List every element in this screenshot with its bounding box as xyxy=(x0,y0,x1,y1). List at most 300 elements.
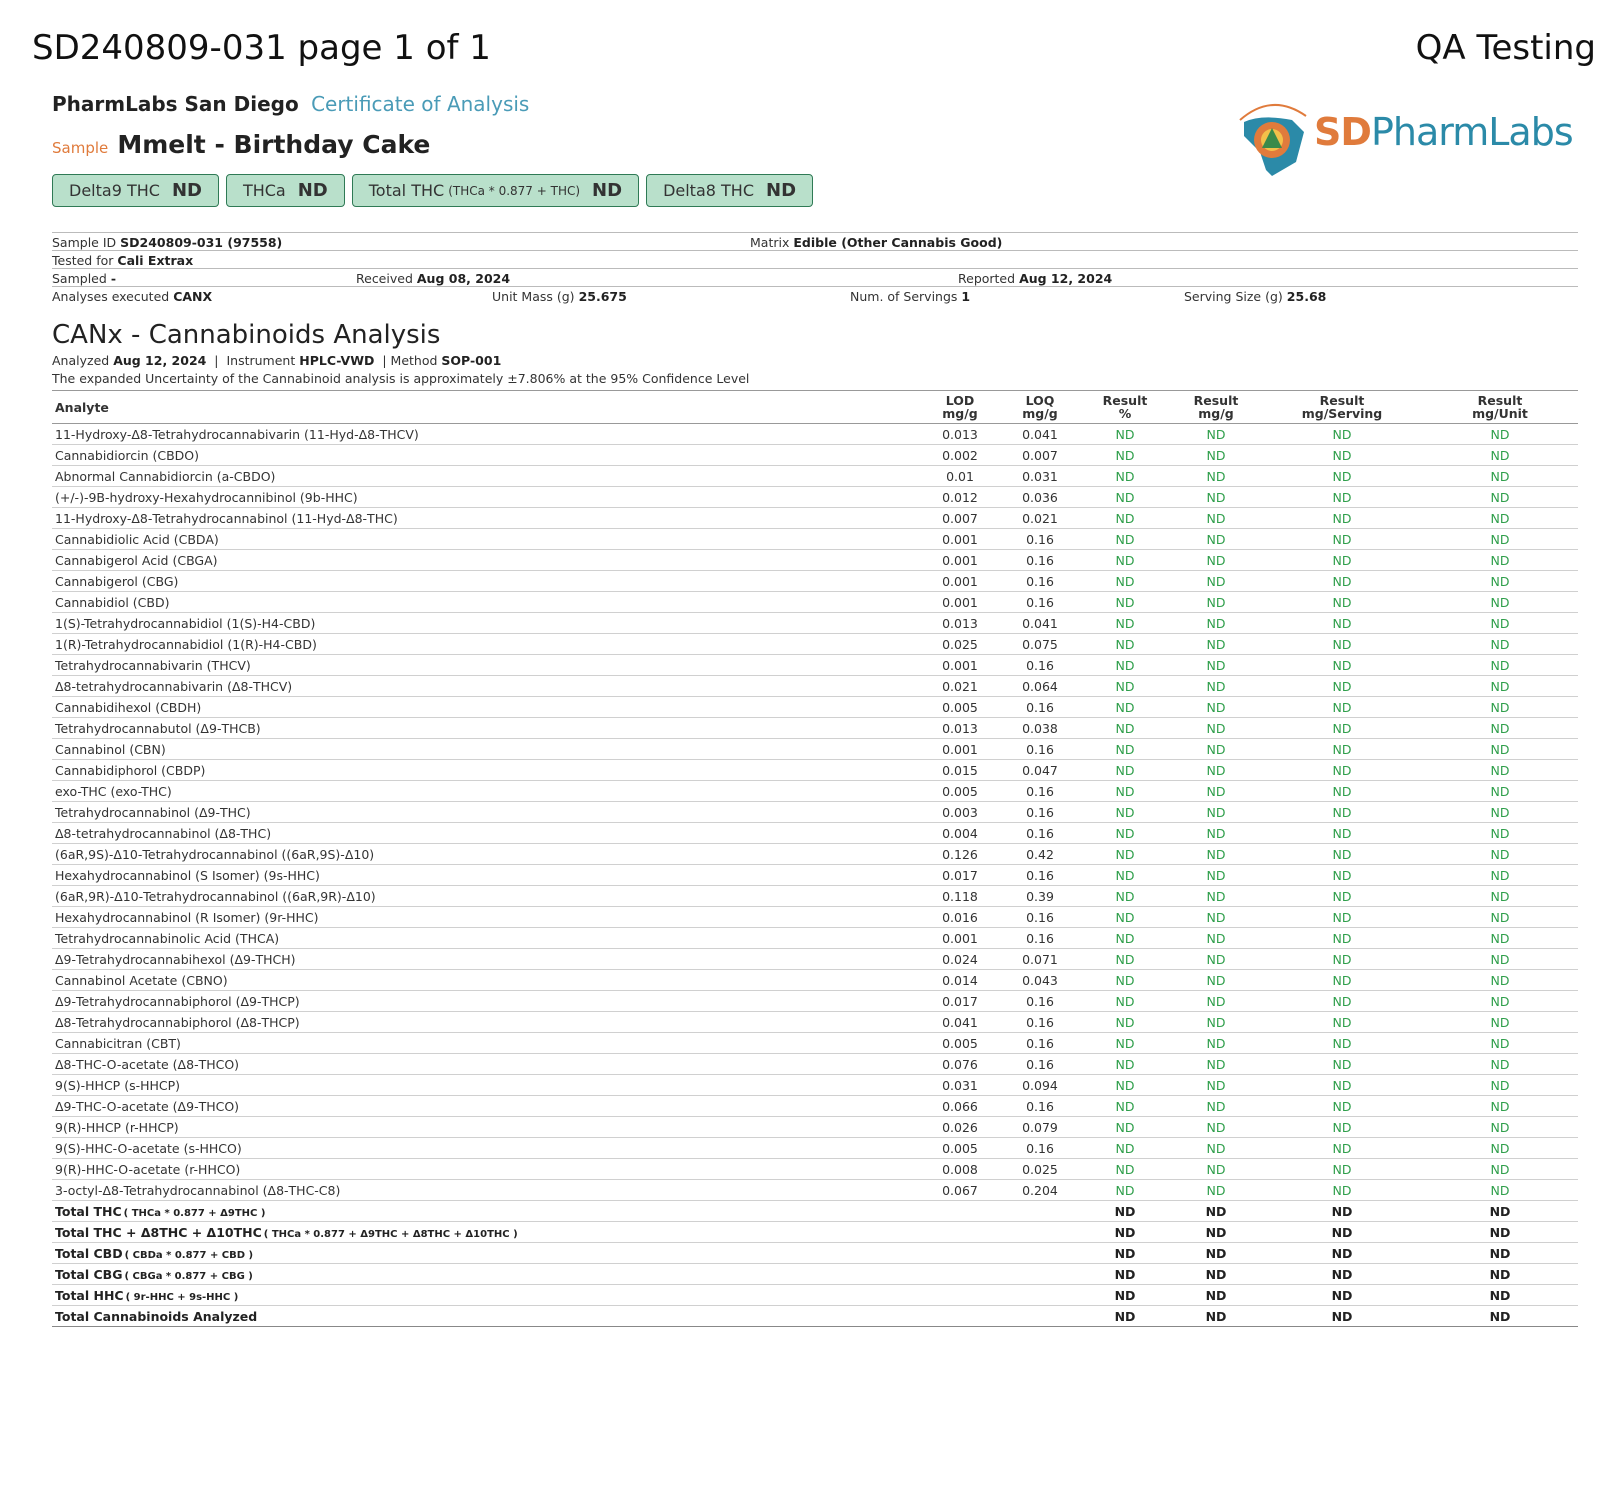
lod-value: 0.041 xyxy=(920,1012,1000,1033)
result-unit: ND xyxy=(1422,1201,1578,1222)
table-row xyxy=(52,1138,1578,1159)
analyte-name: Cannabigerol Acid (CBGA) xyxy=(52,550,920,571)
table-row xyxy=(52,802,1578,823)
total-formula: ( CBDa * 0.877 + CBD ) xyxy=(124,1249,254,1261)
loq-value: 0.16 xyxy=(1000,1096,1080,1117)
result-unit: ND xyxy=(1422,613,1578,634)
result-serving: ND xyxy=(1262,1138,1422,1159)
result-pct: ND xyxy=(1080,1306,1170,1327)
total-name xyxy=(52,1222,920,1243)
analyte-name: Tetrahydrocannabinolic Acid (THCA) xyxy=(52,928,920,949)
result-unit: ND xyxy=(1422,823,1578,844)
total-row xyxy=(52,1222,1578,1243)
loq-value: 0.041 xyxy=(1000,424,1080,445)
result-unit: ND xyxy=(1422,970,1578,991)
result-pct: ND xyxy=(1080,1264,1170,1285)
lod-value: 0.013 xyxy=(920,424,1000,445)
result-pct: ND xyxy=(1080,466,1170,487)
info-row xyxy=(52,268,1578,286)
result-unit: ND xyxy=(1422,1117,1578,1138)
loq-value: 0.16 xyxy=(1000,823,1080,844)
analyte-name: Cannabigerol (CBG) xyxy=(52,571,920,592)
lod-value: 0.004 xyxy=(920,823,1000,844)
lod-value: 0.026 xyxy=(920,1117,1000,1138)
result-mgg: ND xyxy=(1170,634,1262,655)
table-row xyxy=(52,1180,1578,1201)
analyte-name: Cannabidiorcin (CBDO) xyxy=(52,445,920,466)
lod-value: 0.067 xyxy=(920,1180,1000,1201)
analyte-name: 9(S)-HHC-O-acetate (s-HHCO) xyxy=(52,1138,920,1159)
table-row xyxy=(52,718,1578,739)
empty-cell xyxy=(1000,1222,1080,1243)
result-unit: ND xyxy=(1422,1054,1578,1075)
loq-value: 0.16 xyxy=(1000,802,1080,823)
table-row xyxy=(52,445,1578,466)
analyte-name: Δ9-THC-O-acetate (Δ9-THCO) xyxy=(52,1096,920,1117)
serving-size-field: Serving Size (g) 25.68 xyxy=(1184,289,1327,304)
uncertainty-note: The expanded Uncertainty of the Cannabinoid analysis is approximately ±7.806% at the 95% Confidence Level xyxy=(52,371,750,386)
result-unit: ND xyxy=(1422,907,1578,928)
result-serving: ND xyxy=(1262,634,1422,655)
result-serving: ND xyxy=(1262,991,1422,1012)
result-pct: ND xyxy=(1080,823,1170,844)
table-row xyxy=(52,466,1578,487)
qa-testing-title: QA Testing xyxy=(1415,28,1596,68)
result-mgg: ND xyxy=(1170,1285,1262,1306)
result-pct: ND xyxy=(1080,1180,1170,1201)
result-pct: ND xyxy=(1080,697,1170,718)
total-name xyxy=(52,1243,920,1264)
table-row xyxy=(52,1096,1578,1117)
result-unit: ND xyxy=(1422,529,1578,550)
result-serving: ND xyxy=(1262,655,1422,676)
total-row xyxy=(52,1306,1578,1327)
loq-value: 0.204 xyxy=(1000,1180,1080,1201)
analyte-name: (6aR,9S)-Δ10-Tetrahydrocannabinol ((6aR,9S)-Δ10) xyxy=(52,844,920,865)
analyte-name: (+/-)-9B-hydroxy-Hexahydrocannibinol (9b-HHC) xyxy=(52,487,920,508)
result-pct: ND xyxy=(1080,949,1170,970)
table-row xyxy=(52,697,1578,718)
result-unit: ND xyxy=(1422,1033,1578,1054)
sdpharmlabs-logo xyxy=(1232,92,1582,180)
result-mgg: ND xyxy=(1170,592,1262,613)
loq-value: 0.064 xyxy=(1000,676,1080,697)
col-result-unit: Result mg/Unit xyxy=(1422,391,1578,424)
total-label: Total HHC xyxy=(55,1287,124,1303)
loq-value: 0.079 xyxy=(1000,1117,1080,1138)
result-mgg: ND xyxy=(1170,676,1262,697)
badge-delta8-thc xyxy=(646,174,813,207)
analyte-name: Cannabidiolic Acid (CBDA) xyxy=(52,529,920,550)
logo-sd-text: SD xyxy=(1314,110,1371,154)
result-pct: ND xyxy=(1080,1159,1170,1180)
result-mgg: ND xyxy=(1170,1222,1262,1243)
loq-value: 0.16 xyxy=(1000,907,1080,928)
analyte-name: Δ9-Tetrahydrocannabihexol (Δ9-THCH) xyxy=(52,949,920,970)
result-unit: ND xyxy=(1422,424,1578,445)
total-formula: ( THCa * 0.877 + Δ9THC + Δ8THC + Δ10THC ) xyxy=(263,1228,518,1240)
analyte-name: Δ8-THC-O-acetate (Δ8-THCO) xyxy=(52,1054,920,1075)
loq-value: 0.16 xyxy=(1000,928,1080,949)
col-result-serving: Result mg/Serving xyxy=(1262,391,1422,424)
result-serving: ND xyxy=(1262,718,1422,739)
result-mgg: ND xyxy=(1170,802,1262,823)
result-mgg: ND xyxy=(1170,907,1262,928)
lod-value: 0.007 xyxy=(920,508,1000,529)
lod-value: 0.017 xyxy=(920,991,1000,1012)
total-label: Total Cannabinoids Analyzed xyxy=(55,1308,258,1324)
result-mgg: ND xyxy=(1170,1264,1262,1285)
result-serving: ND xyxy=(1262,550,1422,571)
result-pct: ND xyxy=(1080,1285,1170,1306)
analyses-field: Analyses executed CANX xyxy=(52,289,213,304)
result-pct: ND xyxy=(1080,592,1170,613)
result-pct: ND xyxy=(1080,760,1170,781)
table-row xyxy=(52,1075,1578,1096)
lod-value: 0.001 xyxy=(920,928,1000,949)
california-emblem-icon xyxy=(1232,92,1322,180)
analyte-name: 9(R)-HHC-O-acetate (r-HHCO) xyxy=(52,1159,920,1180)
result-mgg: ND xyxy=(1170,718,1262,739)
received-field: Received Aug 08, 2024 xyxy=(356,271,511,286)
result-serving: ND xyxy=(1262,1096,1422,1117)
result-mgg: ND xyxy=(1170,1096,1262,1117)
result-mgg: ND xyxy=(1170,928,1262,949)
result-serving: ND xyxy=(1262,739,1422,760)
result-serving: ND xyxy=(1262,970,1422,991)
result-serving: ND xyxy=(1262,1285,1422,1306)
total-row xyxy=(52,1264,1578,1285)
empty-cell xyxy=(920,1243,1000,1264)
lod-value: 0.024 xyxy=(920,949,1000,970)
result-pct: ND xyxy=(1080,865,1170,886)
result-mgg: ND xyxy=(1170,697,1262,718)
loq-value: 0.16 xyxy=(1000,655,1080,676)
analyte-name: 1(R)-Tetrahydrocannabidiol (1(R)-H4-CBD) xyxy=(52,634,920,655)
lod-value: 0.025 xyxy=(920,634,1000,655)
lod-value: 0.005 xyxy=(920,1033,1000,1054)
total-row xyxy=(52,1243,1578,1264)
result-unit: ND xyxy=(1422,1096,1578,1117)
lod-value: 0.014 xyxy=(920,970,1000,991)
badge-formula: (THCa * 0.877 + THC) xyxy=(448,183,581,198)
analyte-name: Hexahydrocannabinol (S Isomer) (9s-HHC) xyxy=(52,865,920,886)
lod-value: 0.005 xyxy=(920,697,1000,718)
result-unit: ND xyxy=(1422,760,1578,781)
analyte-name: Δ9-Tetrahydrocannabiphorol (Δ9-THCP) xyxy=(52,991,920,1012)
result-serving: ND xyxy=(1262,865,1422,886)
result-serving: ND xyxy=(1262,676,1422,697)
table-row xyxy=(52,739,1578,760)
result-pct: ND xyxy=(1080,970,1170,991)
result-unit: ND xyxy=(1422,844,1578,865)
result-unit: ND xyxy=(1422,634,1578,655)
result-mgg: ND xyxy=(1170,1075,1262,1096)
result-serving: ND xyxy=(1262,487,1422,508)
sample-tag: Sample xyxy=(52,139,109,157)
analyte-name: Abnormal Cannabidiorcin (a-CBDO) xyxy=(52,466,920,487)
lod-value: 0.005 xyxy=(920,1138,1000,1159)
result-pct: ND xyxy=(1080,739,1170,760)
lod-value: 0.003 xyxy=(920,802,1000,823)
badge-value: ND xyxy=(171,180,202,201)
result-pct: ND xyxy=(1080,991,1170,1012)
total-row xyxy=(52,1285,1578,1306)
result-mgg: ND xyxy=(1170,1138,1262,1159)
loq-value: 0.39 xyxy=(1000,886,1080,907)
result-mgg: ND xyxy=(1170,760,1262,781)
empty-cell xyxy=(1000,1264,1080,1285)
analyte-name: Δ8-tetrahydrocannabivarin (Δ8-THCV) xyxy=(52,676,920,697)
badge-delta9-thc xyxy=(52,174,219,207)
result-mgg: ND xyxy=(1170,1117,1262,1138)
result-unit: ND xyxy=(1422,718,1578,739)
analyte-name: 9(S)-HHCP (s-HHCP) xyxy=(52,1075,920,1096)
empty-cell xyxy=(1000,1285,1080,1306)
result-mgg: ND xyxy=(1170,487,1262,508)
result-pct: ND xyxy=(1080,1033,1170,1054)
total-row xyxy=(52,1201,1578,1222)
table-row xyxy=(52,508,1578,529)
loq-value: 0.16 xyxy=(1000,571,1080,592)
result-mgg: ND xyxy=(1170,1306,1262,1327)
result-pct: ND xyxy=(1080,571,1170,592)
analyte-name: Δ8-Tetrahydrocannabiphorol (Δ8-THCP) xyxy=(52,1012,920,1033)
result-unit: ND xyxy=(1422,592,1578,613)
lod-value: 0.126 xyxy=(920,844,1000,865)
result-serving: ND xyxy=(1262,445,1422,466)
result-mgg: ND xyxy=(1170,571,1262,592)
result-unit: ND xyxy=(1422,1012,1578,1033)
analyte-name: Δ8-tetrahydrocannabinol (Δ8-THC) xyxy=(52,823,920,844)
empty-cell xyxy=(1000,1201,1080,1222)
lod-value: 0.013 xyxy=(920,613,1000,634)
lod-value: 0.002 xyxy=(920,445,1000,466)
lod-value: 0.01 xyxy=(920,466,1000,487)
analyte-name: Cannabidihexol (CBDH) xyxy=(52,697,920,718)
result-pct: ND xyxy=(1080,1075,1170,1096)
lod-value: 0.001 xyxy=(920,655,1000,676)
table-row xyxy=(52,424,1578,445)
result-mgg: ND xyxy=(1170,550,1262,571)
table-row xyxy=(52,1033,1578,1054)
loq-value: 0.16 xyxy=(1000,592,1080,613)
badge-label: THCa xyxy=(242,181,286,200)
result-pct: ND xyxy=(1080,1243,1170,1264)
result-mgg: ND xyxy=(1170,1243,1262,1264)
result-serving: ND xyxy=(1262,1243,1422,1264)
loq-value: 0.16 xyxy=(1000,1012,1080,1033)
table-row xyxy=(52,886,1578,907)
result-pct: ND xyxy=(1080,1096,1170,1117)
lod-value: 0.076 xyxy=(920,1054,1000,1075)
loq-value: 0.036 xyxy=(1000,487,1080,508)
result-mgg: ND xyxy=(1170,1201,1262,1222)
total-name xyxy=(52,1306,920,1327)
result-serving: ND xyxy=(1262,1264,1422,1285)
result-unit: ND xyxy=(1422,1243,1578,1264)
result-mgg: ND xyxy=(1170,655,1262,676)
result-unit: ND xyxy=(1422,655,1578,676)
lod-value: 0.031 xyxy=(920,1075,1000,1096)
result-unit: ND xyxy=(1422,697,1578,718)
empty-cell xyxy=(920,1201,1000,1222)
result-unit: ND xyxy=(1422,1075,1578,1096)
result-mgg: ND xyxy=(1170,781,1262,802)
total-label: Total THC + Δ8THC + Δ10THC xyxy=(55,1224,262,1240)
result-mgg: ND xyxy=(1170,1012,1262,1033)
loq-value: 0.021 xyxy=(1000,508,1080,529)
info-row xyxy=(52,232,1578,250)
analysis-meta: Analyzed Aug 12, 2024 | Instrument HPLC-VWD | Method SOP-001 xyxy=(52,353,502,368)
table-row xyxy=(52,613,1578,634)
analyte-name: 3-octyl-Δ8-Tetrahydrocannabinol (Δ8-THC-C8) xyxy=(52,1180,920,1201)
empty-cell xyxy=(920,1264,1000,1285)
result-pct: ND xyxy=(1080,634,1170,655)
loq-value: 0.094 xyxy=(1000,1075,1080,1096)
loq-value: 0.031 xyxy=(1000,466,1080,487)
section-title: CANx - Cannabinoids Analysis xyxy=(52,320,441,350)
result-unit: ND xyxy=(1422,445,1578,466)
result-serving: ND xyxy=(1262,571,1422,592)
result-serving: ND xyxy=(1262,508,1422,529)
table-header-row xyxy=(52,391,1578,424)
empty-cell xyxy=(920,1285,1000,1306)
result-unit: ND xyxy=(1422,550,1578,571)
table-row xyxy=(52,1159,1578,1180)
loq-value: 0.16 xyxy=(1000,781,1080,802)
result-serving: ND xyxy=(1262,1306,1422,1327)
badge-label: Total THC xyxy=(368,181,445,200)
result-mgg: ND xyxy=(1170,991,1262,1012)
result-mgg: ND xyxy=(1170,613,1262,634)
sample-name: Mmelt - Birthday Cake xyxy=(117,130,431,159)
result-serving: ND xyxy=(1262,823,1422,844)
loq-value: 0.041 xyxy=(1000,613,1080,634)
result-pct: ND xyxy=(1080,487,1170,508)
loq-value: 0.16 xyxy=(1000,991,1080,1012)
lod-value: 0.021 xyxy=(920,676,1000,697)
result-pct: ND xyxy=(1080,781,1170,802)
table-row xyxy=(52,928,1578,949)
badge-thca xyxy=(226,174,345,207)
table-row xyxy=(52,592,1578,613)
result-pct: ND xyxy=(1080,445,1170,466)
result-unit: ND xyxy=(1422,508,1578,529)
lod-value: 0.015 xyxy=(920,760,1000,781)
total-formula: ( 9r-HHC + 9s-HHC ) xyxy=(125,1291,239,1303)
total-formula: ( CBGa * 0.877 + CBG ) xyxy=(124,1270,253,1282)
lab-header xyxy=(52,92,529,116)
loq-value: 0.16 xyxy=(1000,529,1080,550)
result-unit: ND xyxy=(1422,1138,1578,1159)
table-row xyxy=(52,823,1578,844)
sample-id-field: Sample ID SD240809-031 (97558) xyxy=(52,235,283,250)
result-unit: ND xyxy=(1422,1264,1578,1285)
result-serving: ND xyxy=(1262,592,1422,613)
result-pct: ND xyxy=(1080,550,1170,571)
table-row xyxy=(52,865,1578,886)
analyte-name: 11-Hydroxy-Δ8-Tetrahydrocannabinol (11-Hyd-Δ8-THC) xyxy=(52,508,920,529)
result-unit: ND xyxy=(1422,676,1578,697)
result-unit: ND xyxy=(1422,886,1578,907)
empty-cell xyxy=(920,1222,1000,1243)
result-serving: ND xyxy=(1262,1159,1422,1180)
badge-value: ND xyxy=(592,180,623,201)
total-label: Total THC xyxy=(55,1203,122,1219)
total-formula: ( THCa * 0.877 + Δ9THC ) xyxy=(123,1207,266,1219)
result-serving: ND xyxy=(1262,760,1422,781)
result-serving: ND xyxy=(1262,613,1422,634)
result-mgg: ND xyxy=(1170,1054,1262,1075)
result-mgg: ND xyxy=(1170,445,1262,466)
result-unit: ND xyxy=(1422,928,1578,949)
loq-value: 0.038 xyxy=(1000,718,1080,739)
reported-field: Reported Aug 12, 2024 xyxy=(958,271,1113,286)
result-serving: ND xyxy=(1262,1201,1422,1222)
col-loq: LOQ mg/g xyxy=(1000,391,1080,424)
lod-value: 0.001 xyxy=(920,550,1000,571)
analyte-name: Cannabicitran (CBT) xyxy=(52,1033,920,1054)
result-pct: ND xyxy=(1080,424,1170,445)
analyte-name: Cannabidiol (CBD) xyxy=(52,592,920,613)
total-name xyxy=(52,1201,920,1222)
result-serving: ND xyxy=(1262,529,1422,550)
result-unit: ND xyxy=(1422,949,1578,970)
table-row xyxy=(52,907,1578,928)
result-serving: ND xyxy=(1262,466,1422,487)
result-serving: ND xyxy=(1262,886,1422,907)
document-type: Certificate of Analysis xyxy=(311,92,530,116)
analyte-name: Tetrahydrocannabivarin (THCV) xyxy=(52,655,920,676)
result-serving: ND xyxy=(1262,1012,1422,1033)
badge-value: ND xyxy=(766,180,797,201)
result-serving: ND xyxy=(1262,949,1422,970)
loq-value: 0.043 xyxy=(1000,970,1080,991)
table-row xyxy=(52,949,1578,970)
result-unit: ND xyxy=(1422,865,1578,886)
total-name xyxy=(52,1285,920,1306)
loq-value: 0.025 xyxy=(1000,1159,1080,1180)
lod-value: 0.001 xyxy=(920,571,1000,592)
result-mgg: ND xyxy=(1170,823,1262,844)
result-pct: ND xyxy=(1080,907,1170,928)
analyte-name: Tetrahydrocannabutol (Δ9-THCB) xyxy=(52,718,920,739)
table-row xyxy=(52,1012,1578,1033)
tested-for-field: Tested for Cali Extrax xyxy=(52,253,194,268)
analyte-name: (6aR,9R)-Δ10-Tetrahydrocannabinol ((6aR,9R)-Δ10) xyxy=(52,886,920,907)
result-pct: ND xyxy=(1080,655,1170,676)
result-pct: ND xyxy=(1080,529,1170,550)
result-unit: ND xyxy=(1422,1180,1578,1201)
result-mgg: ND xyxy=(1170,949,1262,970)
result-unit: ND xyxy=(1422,1285,1578,1306)
result-serving: ND xyxy=(1262,1054,1422,1075)
result-pct: ND xyxy=(1080,928,1170,949)
analyte-name: Tetrahydrocannabinol (Δ9-THC) xyxy=(52,802,920,823)
result-serving: ND xyxy=(1262,781,1422,802)
result-pct: ND xyxy=(1080,676,1170,697)
result-pct: ND xyxy=(1080,1201,1170,1222)
lod-value: 0.066 xyxy=(920,1096,1000,1117)
result-serving: ND xyxy=(1262,844,1422,865)
badge-label: Delta8 THC xyxy=(663,181,754,200)
result-unit: ND xyxy=(1422,487,1578,508)
loq-value: 0.16 xyxy=(1000,865,1080,886)
table-row xyxy=(52,781,1578,802)
lod-value: 0.001 xyxy=(920,529,1000,550)
total-label: Total CBD xyxy=(55,1245,123,1261)
